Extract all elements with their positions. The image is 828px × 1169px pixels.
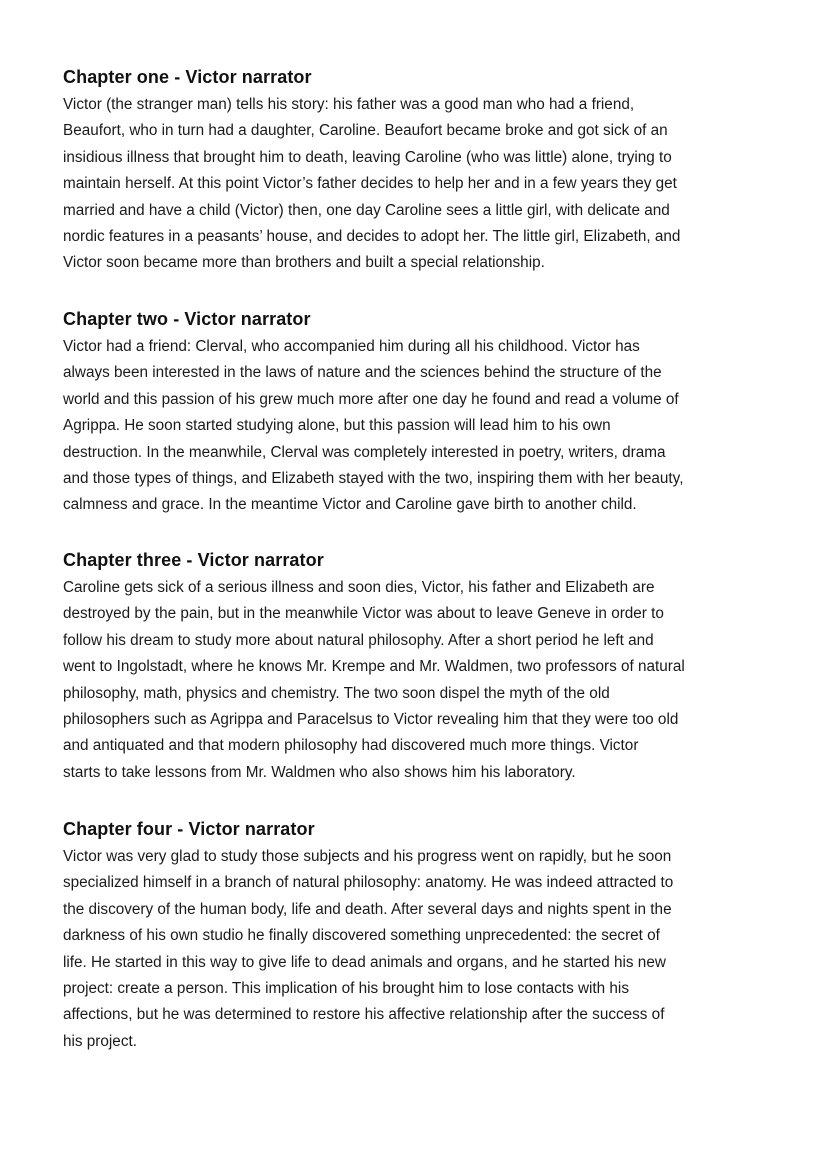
paragraph-line: maintain herself. At this point Victor’s father decides to help her and in a few years they get [63, 175, 677, 193]
paragraph-line: world and this passion of his grew much more after one day he found and read a volume of [63, 390, 679, 408]
paragraph-line: went to Ingolstadt, where he knows Mr. Krempe and Mr. Waldmen, two professors of natural [63, 658, 685, 676]
paragraph-line: darkness of his own studio he finally discovered something unprecedented: the secret of [63, 927, 660, 945]
chapter-heading: Chapter three - Victor narrator [63, 550, 324, 570]
paragraph-line: calmness and grace. In the meantime Victor and Caroline gave birth to another child. [63, 496, 637, 514]
paragraph-line: nordic features in a peasants’ house, and decides to adopt her. The little girl, Elizabeth, and [63, 227, 681, 245]
paragraph-line: Caroline gets sick of a serious illness and soon dies, Victor, his father and Elizabeth are [63, 579, 655, 596]
paragraph-line: specialized himself in a branch of natural philosophy: anatomy. He was indeed attracted to [63, 874, 674, 892]
paragraph-line: Agrippa. He soon started studying alone, but this passion will lead him to his own [63, 417, 611, 435]
paragraph-line: affections, but he was determined to restore his affective relationship after the success of [63, 1006, 665, 1024]
paragraph-line: philosophy, math, physics and chemistry. The two soon dispel the myth of the old [63, 684, 610, 702]
chapter-heading: Chapter one - Victor narrator [63, 67, 312, 87]
paragraph-line: his project. [63, 1032, 137, 1050]
paragraph-line: follow his dream to study more about natural philosophy. After a short period he left and [63, 631, 654, 649]
chapter-two-section [63, 307, 783, 519]
paragraph-line: always been interested in the laws of nature and the sciences behind the structure of the [63, 364, 662, 382]
paragraph-line: project: create a person. This implication of his brought him to lose contacts with his [63, 979, 629, 997]
chapter-paragraph [63, 334, 783, 519]
chapter-heading: Chapter four - Victor narrator [63, 819, 315, 839]
chapter-three-section [63, 548, 783, 786]
paragraph-line: life. He started in this way to give life to dead animals and organs, and he started his new [63, 953, 666, 971]
paragraph-line: Victor (the stranger man) tells his story: his father was a good man who had a friend, [63, 96, 635, 113]
paragraph-line: Beaufort, who in turn had a daughter, Caroline. Beaufort became broke and got sick of an [63, 122, 668, 140]
paragraph-line: Victor soon became more than brothers and built a special relationship. [63, 254, 545, 272]
paragraph-line: and antiquated and that modern philosophy had discovered much more things. Victor [63, 737, 639, 755]
paragraph-line: Victor was very glad to study those subjects and his progress went on rapidly, but he soon [63, 848, 672, 865]
paragraph-line: insidious illness that brought him to death, leaving Caroline (who was little) alone, trying to [63, 148, 672, 166]
chapter-paragraph [63, 575, 783, 786]
paragraph-line: Victor had a friend: Clerval, who accompanied him during all his childhood. Victor has [63, 338, 640, 355]
paragraph-line: philosophers such as Agrippa and Paracelsus to Victor revealing him that they were too old [63, 710, 679, 728]
chapter-heading: Chapter two - Victor narrator [63, 309, 311, 329]
chapter-four-section [63, 817, 783, 1055]
paragraph-line: destruction. In the meanwhile, Clerval was completely interested in poetry, writers, drama [63, 443, 666, 461]
paragraph-line: the discovery of the human body, life and death. After several days and nights spent in the [63, 900, 672, 918]
chapter-paragraph [63, 844, 783, 1055]
paragraph-line: destroyed by the pain, but in the meanwhile Victor was about to leave Geneve in order to [63, 605, 664, 623]
chapter-one-section [63, 65, 783, 277]
chapter-paragraph [63, 92, 783, 277]
paragraph-line: and those types of things, and Elizabeth stayed with the two, inspiring them with her beauty, [63, 469, 684, 487]
paragraph-line: married and have a child (Victor) then, one day Caroline sees a little girl, with delicate and [63, 201, 670, 219]
paragraph-line: starts to take lessons from Mr. Waldmen who also shows him his laboratory. [63, 763, 576, 781]
